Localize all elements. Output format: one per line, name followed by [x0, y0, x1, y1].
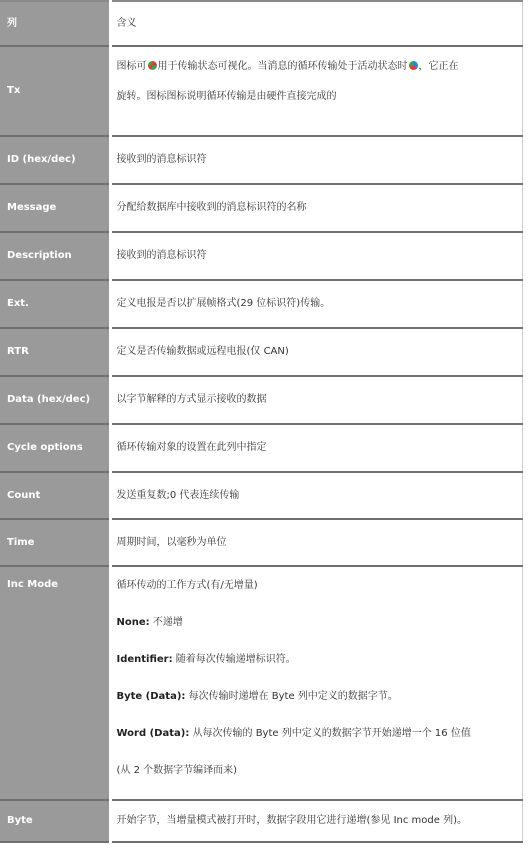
row-value-cell: 发送重复数;0 代表连续传输	[110, 472, 522, 519]
row-key-cell: Ext.	[0, 280, 110, 328]
tx-text-a: 图标可	[116, 61, 147, 72]
inc-mode-option	[117, 704, 518, 741]
row-value-cell: 定义是否传输数据或远程电报(仅 CAN)	[110, 328, 522, 376]
table-row	[0, 376, 522, 424]
byte-value-cell: 开始字节，当增量模式被打开时，数据字段用它进行递增(参见 Inc mode 列)。	[110, 800, 522, 842]
inc-mode-option-term: Byte (Data):	[116, 691, 186, 702]
row-key-cell: Message	[0, 184, 110, 232]
byte-key-cell: Byte	[0, 800, 110, 842]
tx-key-cell: Tx	[0, 46, 110, 136]
row-value-cell: 定义电报是否以扩展帧格式(29 位标识符)传输。	[110, 280, 522, 328]
row-value-cell: 接收到的消息标识符	[110, 232, 522, 280]
row-value-cell: 以字节解释的方式显示接收的数据	[110, 376, 522, 424]
inc-mode-option-desc: 从每次传输的 Byte 列中定义的数据字节开始递增一个 16 位值	[189, 728, 471, 739]
table-row	[0, 328, 522, 376]
table-row	[0, 136, 522, 184]
row-key-cell: Time	[0, 519, 110, 566]
row-key-cell: Description	[0, 232, 110, 280]
cycle-status-icon	[148, 61, 157, 70]
inc-mode-option-desc: 不递增	[149, 617, 183, 628]
header-value-cell: 含义	[110, 1, 522, 46]
table-row	[0, 472, 522, 519]
inc-mode-intro: 循环传动的工作方式(有/无增量)	[116, 580, 258, 591]
inc-mode-option	[117, 667, 518, 704]
table-row-header	[0, 1, 522, 46]
tx-text-c: ，它正在	[418, 61, 459, 72]
row-value-cell: 分配给数据库中接收到的消息标识符的名称	[110, 184, 522, 232]
row-key-cell: Cycle options	[0, 424, 110, 472]
inc-mode-option-desc: 随着每次传输递增标识符。	[172, 654, 296, 665]
table-row-inc-mode	[0, 566, 522, 800]
tx-value-cell	[110, 46, 522, 136]
table-row	[0, 184, 522, 232]
inc-mode-outro: (从 2 个数据字节编译而来)	[116, 765, 238, 776]
table-row-byte	[0, 800, 522, 842]
inc-mode-option-term: Identifier:	[116, 654, 173, 665]
inc-mode-value-cell	[110, 566, 522, 800]
table-row	[0, 424, 522, 472]
inc-mode-option-term: Word (Data):	[116, 728, 190, 739]
inc-mode-option	[117, 593, 518, 630]
row-key-cell: ID (hex/dec)	[0, 136, 110, 184]
row-key-cell: Data (hex/dec)	[0, 376, 110, 424]
table-row	[0, 280, 522, 328]
inc-mode-key-cell: Inc Mode	[0, 566, 110, 800]
inc-mode-option-term: None:	[116, 617, 150, 628]
row-value-cell: 周期时间，以毫秒为单位	[110, 519, 522, 566]
row-key-cell: RTR	[0, 328, 110, 376]
tx-text-b: 用于传输状态可视化。当消息的循环传输处于活动状态时	[157, 61, 408, 72]
tx-line-2: 旋转。图标图标说明循环传输是由硬件直接完成的	[116, 91, 337, 102]
table-row-tx	[0, 46, 522, 136]
table-row	[0, 519, 522, 566]
header-key-cell: 列	[0, 1, 110, 46]
row-key-cell: Count	[0, 472, 110, 519]
row-value-cell: 循环传输对象的设置在此列中指定	[110, 424, 522, 472]
row-value-cell: 接收到的消息标识符	[110, 136, 522, 184]
inc-mode-option	[117, 630, 518, 667]
tx-line-1	[117, 47, 518, 74]
rotating-status-icon	[409, 61, 418, 70]
table-row	[0, 232, 522, 280]
inc-mode-option-desc: 每次传输时递增在 Byte 列中定义的数据字节。	[185, 691, 398, 702]
